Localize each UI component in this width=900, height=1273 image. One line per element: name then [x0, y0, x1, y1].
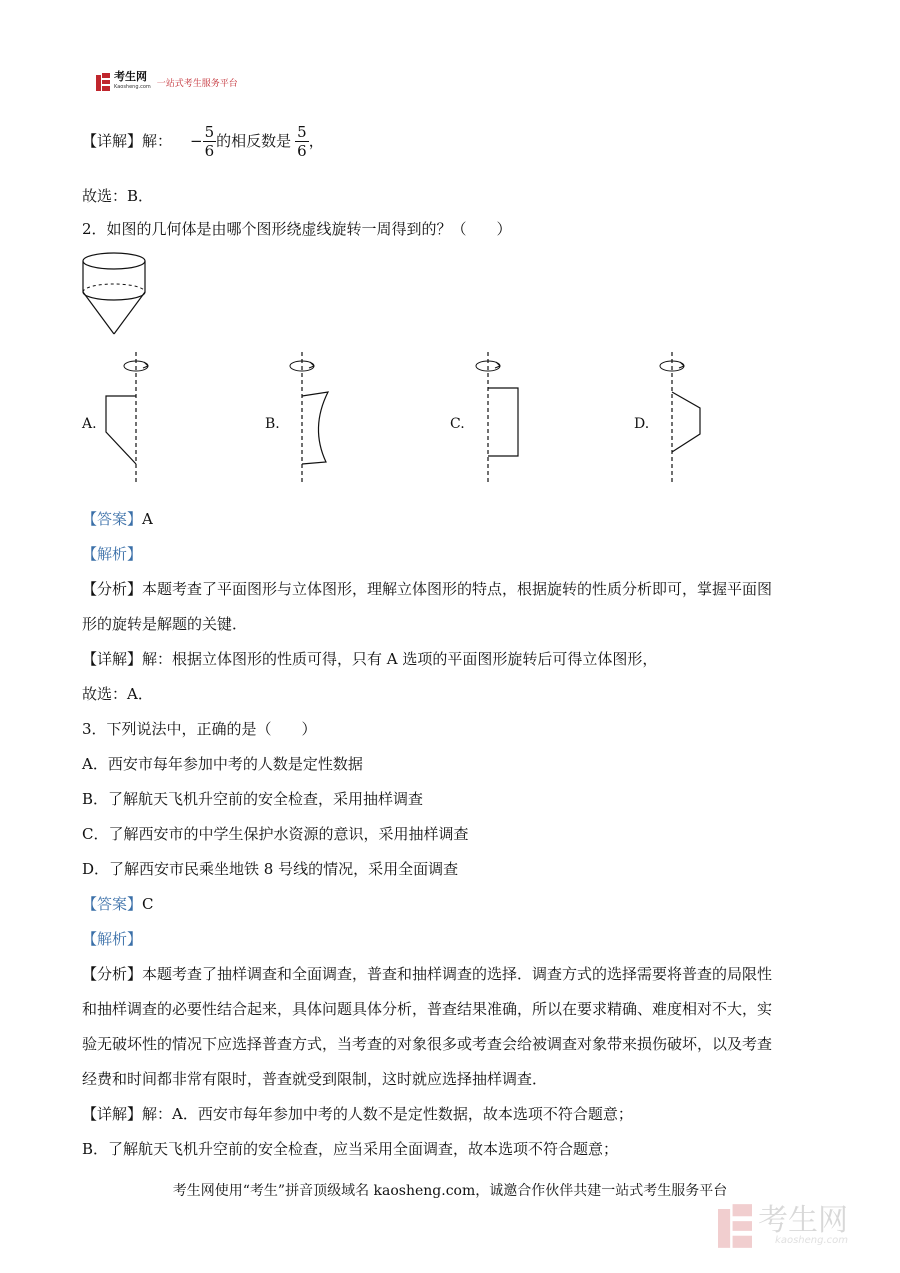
q3-detail-a: 【详解】解：A．西安市每年参加中考的人数不是定性数据，故本选项不符合题意； — [82, 1105, 633, 1123]
q3-analysis-line-1: 【分析】本题考查了抽样调查和全面调查，普查和抽样调查的选择．调查方式的选择需要将普查的局限性 — [82, 965, 773, 983]
q1-fraction-2 — [295, 123, 309, 160]
q2-option-c-figure — [466, 352, 536, 484]
q1-fraction-1-num: 5 — [204, 122, 215, 141]
q3-analysis-line-2: 和抽样调查的必要性结合起来，具体问题具体分析，普查结果准确，所以在要求精确、难度相对不大，实 — [82, 1000, 773, 1018]
q1-detail-prefix: 【详解】解： — [82, 132, 173, 150]
watermark-logo-icon — [718, 1204, 752, 1248]
q3-option-c: C．了解西安市的中学生保护水资源的意识，采用抽样调查 — [82, 825, 469, 843]
q1-end-text: ， — [308, 132, 324, 150]
q2-stem: 2．如图的几何体是由哪个图形绕虚线旋转一周得到的？（ ） — [82, 220, 512, 238]
q1-fraction-1 — [203, 123, 217, 160]
logo-mark-icon — [96, 73, 110, 91]
q2-option-c-label: C. — [450, 416, 465, 432]
q3-answer-value: C — [142, 895, 154, 913]
q3-answer-tag: 【答案】 — [82, 895, 143, 913]
q2-analysis-line-1: 【分析】本题考查了平面图形与立体图形，理解立体图形的特点，根据旋转的性质分析即可，掌握平面图 — [82, 580, 773, 598]
q2-analysis-tag: 【解析】 — [82, 545, 143, 563]
q2-solid-figure — [80, 250, 160, 340]
q1-choice: 故选：B． — [82, 187, 154, 205]
q1-fraction-1-den: 6 — [204, 141, 215, 160]
footer-text: 考生网使用“考生”拼音顶级域名 kaosheng.com，诚邀合作伙伴共建一站式考生服务平台 — [172, 1183, 728, 1199]
q3-stem: 3．下列说法中，正确的是（ ） — [82, 720, 317, 738]
q2-option-b-label: B. — [265, 416, 280, 432]
q2-option-b-figure — [280, 352, 340, 484]
q2-answer — [82, 509, 153, 529]
q3-analysis-line-4: 经费和时间都非常有限时，普查就受到限制，这时就应选择抽样调查． — [82, 1070, 548, 1088]
watermark — [718, 1204, 848, 1248]
q2-option-d-figure — [650, 352, 720, 484]
q1-fraction-2-num: 5 — [297, 122, 307, 141]
q3-option-a: A．西安市每年参加中考的人数是定性数据 — [82, 755, 363, 773]
q3-analysis-line-3: 验无破坏性的情况下应选择普查方式，当考查的对象很多或考查会给被调查对象带来损伤破坏，以及考查 — [82, 1035, 773, 1053]
watermark-name: 考生网 — [758, 1203, 848, 1238]
q2-answer-tag: 【答案】 — [82, 510, 143, 528]
q2-analysis-line-2: 形的旋转是解题的关键． — [82, 615, 248, 633]
logo-name: 考生网 Kaosheng.com — [114, 71, 151, 93]
q1-middle-text: 的相反数是 — [216, 132, 292, 150]
q3-analysis-tag: 【解析】 — [82, 930, 143, 948]
site-logo — [96, 72, 238, 92]
watermark-domain: kaosheng.com — [775, 1235, 848, 1246]
q2-option-a-figure — [100, 352, 160, 484]
q2-answer-value: A — [142, 510, 153, 528]
q3-detail-b: B．了解航天飞机升空前的安全检查，应当采用全面调查，故本选项不符合题意； — [82, 1140, 619, 1158]
q3-option-b: B．了解航天飞机升空前的安全检查，采用抽样调查 — [82, 790, 424, 808]
q1-detail — [82, 122, 324, 160]
q1-fraction-2-den: 6 — [297, 141, 307, 160]
logo-domain: Kaosheng.com — [114, 84, 151, 90]
q2-option-a-label: A. — [82, 416, 97, 432]
watermark-text — [758, 1203, 848, 1246]
q3-answer — [82, 894, 154, 914]
q2-choice: 故选：A． — [82, 685, 153, 703]
q2-detail: 【详解】解：根据立体图形的性质可得，只有 A 选项的平面图形旋转后可得立体图形， — [82, 650, 658, 668]
q3-option-d: D．了解西安市民乘坐地铁 8 号线的情况，采用全面调查 — [82, 860, 459, 878]
q2-option-d-label: D. — [634, 416, 650, 432]
logo-slogan: 一站式考生服务平台 — [156, 78, 238, 89]
q1-neg-sign: − — [190, 132, 203, 150]
